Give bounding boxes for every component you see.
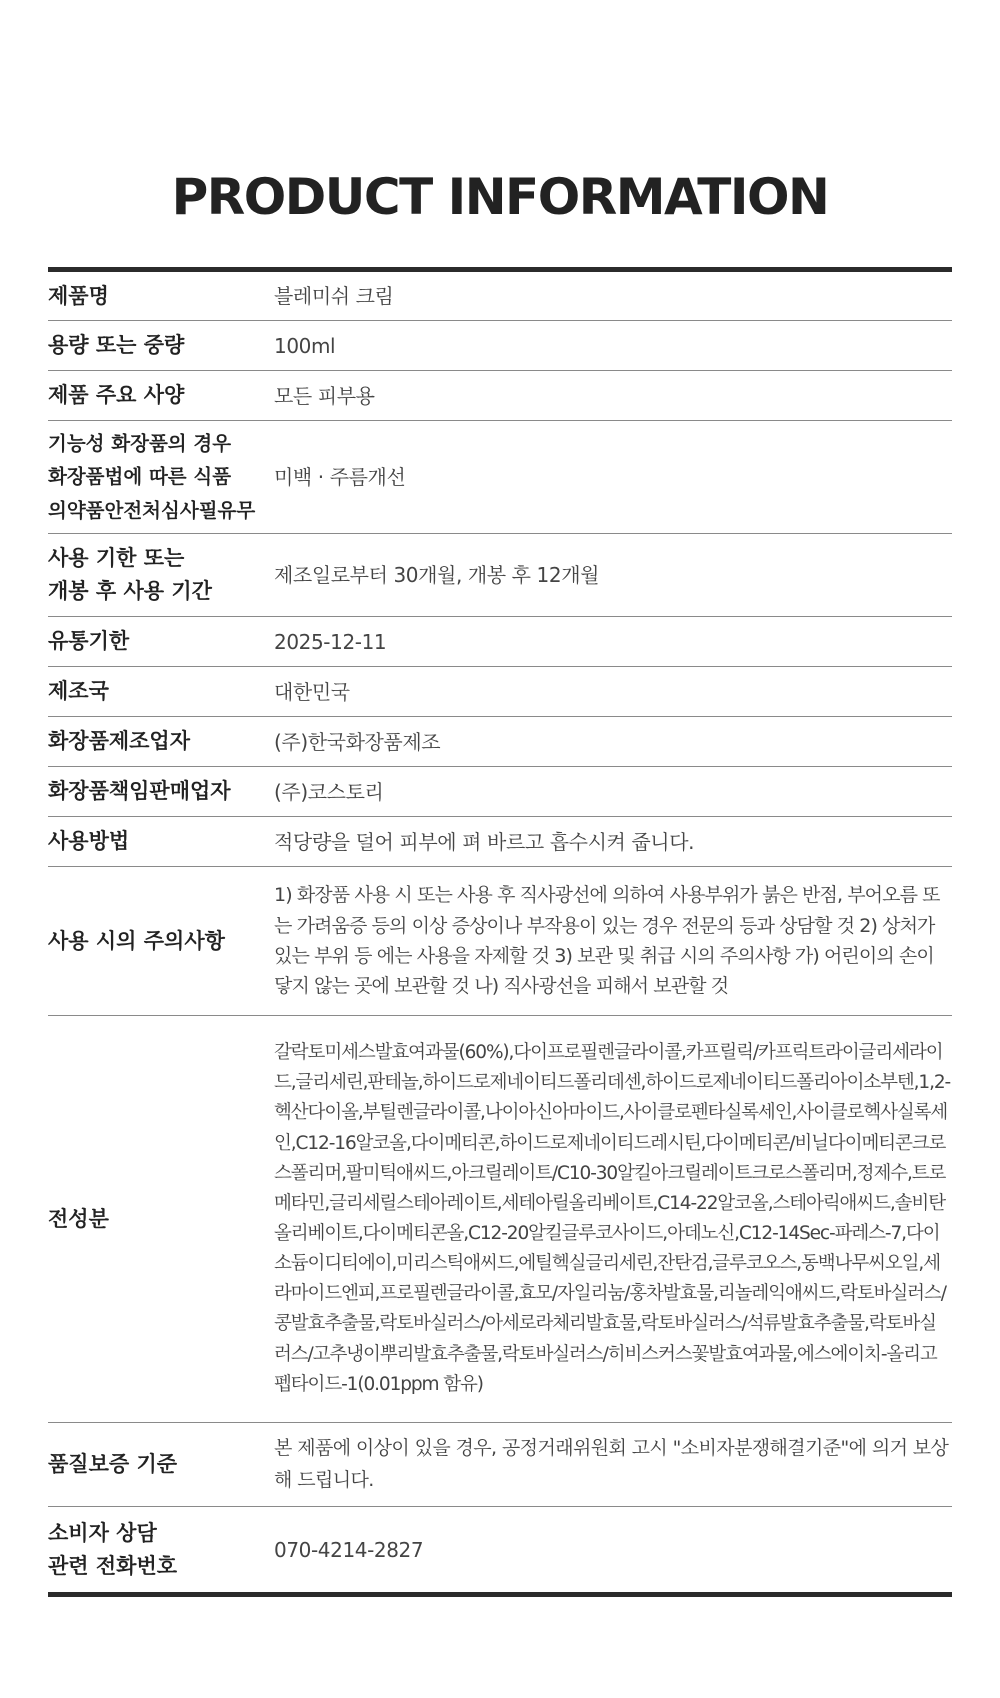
page-title: PRODUCT INFORMATION (171, 168, 829, 226)
row-label: 소비자 상담 관련 전화번호 (48, 1520, 178, 1578)
row-value: 미백 · 주름개선 (274, 465, 406, 489)
table-row (48, 534, 952, 617)
table-row (48, 1016, 952, 1423)
table-row (48, 667, 952, 717)
row-label: 제품 주요 사양 (48, 383, 185, 408)
table-row (48, 421, 952, 534)
row-value: 제조일로부터 30개월, 개봉 후 12개월 (274, 563, 600, 587)
row-value: 모든 피부용 (274, 383, 375, 408)
row-label: 기능성 화장품의 경우 화장품법에 따른 식품 의약품안전처심사필유무 (48, 432, 256, 522)
row-label: 제품명 (48, 283, 109, 308)
row-value: (주)한국화장품제조 (274, 729, 441, 754)
row-label: 유통기한 (48, 629, 130, 654)
table-row (48, 817, 952, 867)
table-row (48, 1507, 952, 1592)
row-label: 화장품책임판매업자 (48, 779, 231, 804)
table-row (48, 371, 952, 421)
row-value: 1) 화장품 사용 시 또는 사용 후 직사광선에 의하여 사용부위가 붉은 반점, 부어오름 또는 가려움증 등의 이상 증상이나 부작용이 있는 경우 전문의 등과 상담할 것 2) 상처가 있는 부위 등 에는 사용을 자제할 것 3) 보관 및 취급 시의 주의사항 가) 어린이의 손이 닿지 않는 곳에 보관할 것 나) 직사광선을 피해서 보관할 것 (274, 884, 940, 998)
row-value: 100ml (274, 333, 336, 358)
row-label: 화장품제조업자 (48, 729, 191, 754)
row-label: 사용 시의 주의사항 (48, 928, 225, 953)
row-label: 사용 기한 또는 개봉 후 사용 기간 (48, 546, 212, 603)
row-value: 본 제품에 이상이 있을 경우, 공정거래위원회 고시 "소비자분쟁해결기준"에 의거 보상해 드립니다. (274, 1437, 949, 1491)
table-row (48, 272, 952, 321)
table-row (48, 767, 952, 817)
table-row (48, 321, 952, 371)
row-value: 대한민국 (274, 679, 350, 704)
row-value: 070-4214-2827 (274, 1537, 424, 1562)
row-label: 제조국 (48, 679, 109, 704)
row-value: 블레미쉬 크림 (274, 284, 394, 308)
table-row (48, 717, 952, 767)
row-label: 전성분 (48, 1206, 109, 1231)
row-value: 갈락토미세스발효여과물(60%),다이프로필렌글라이콜,카프릴릭/카프릭트라이글리세라이드,글리세린,판테놀,하이드로제네이티드폴리데센,하이드로제네이티드폴리아이소부텐,1,2-헥산다이올,부틸렌글라이콜,나이아신아마이드,사이클로펜타실록세인,사이클로헥사실록세인,C12-16알코올,다이메티콘,하이드로제네이티드레시틴,다이메티콘/비닐다이메티콘크로스폴리머,팔미틱애씨드,아크릴레이트/C10-30알킬아크릴레이트크로스폴리머,정제수,트로메타민,글리세릴스테아레이트,세테아릴올리베이트,C14-22알코올,스테아릭애씨드,솔비탄올리베이트,다이메티콘올,C12-20알킬글루코사이드,아데노신,C12-14Sec-파레스-7,다이소듐이디티에이,미리스틱애씨드,에틸헥실글리세린,잔탄검,글루코오스,동백나무씨오일,세라마이드엔피,프로필렌글라이콜,효모/자일리눔/홍차발효물,리놀레익애씨드,락토바실러스/콩발효추출물,락토바실러스/아세로라체리발효물,락토바실러스/석류발효추출물,락토바실러스/고추냉이뿌리발효추출물,락토바실러스/히비스커스꽃발효여과물,에스에이치-올리고펩타이드-1(0.01ppm 함유) (274, 1042, 951, 1395)
row-value: 적당량을 덜어 피부에 펴 바르고 흡수시켜 줍니다. (274, 829, 695, 854)
table-row (48, 1423, 952, 1507)
row-label: 용량 또는 중량 (48, 333, 185, 358)
row-value: (주)코스토리 (274, 779, 384, 804)
table-row (48, 617, 952, 667)
table-row (48, 867, 952, 1016)
row-value: 2025-12-11 (274, 629, 387, 654)
product-info-table (48, 267, 952, 1597)
row-label: 사용방법 (48, 829, 130, 854)
row-label: 품질보증 기준 (48, 1452, 178, 1477)
